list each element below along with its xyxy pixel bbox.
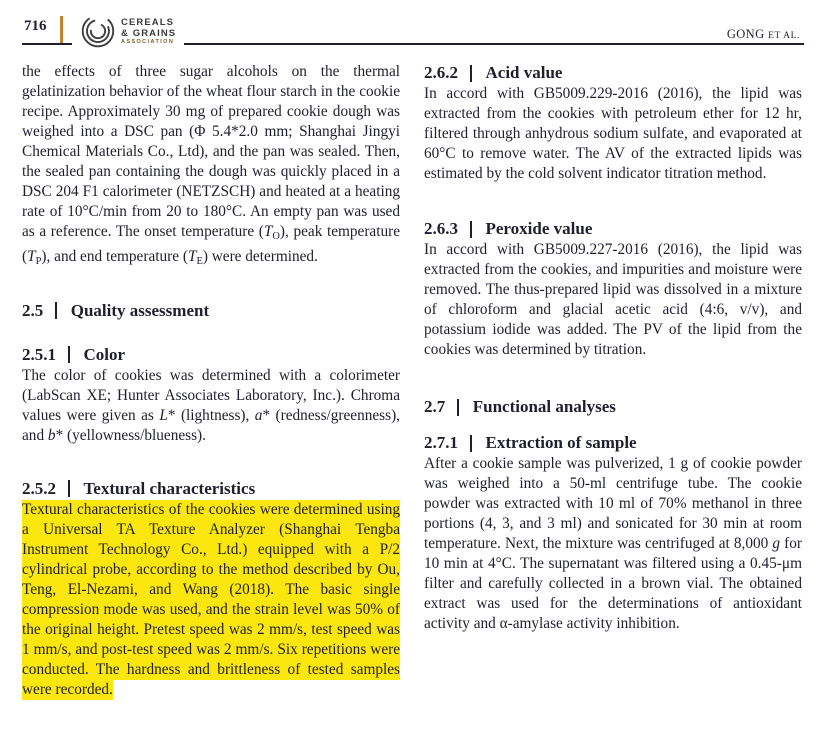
heading-number: 2.7.1: [424, 433, 458, 452]
highlighted-text: Textural characteristics of the cookies were determined using a Universal TA Texture Analyzer (Shanghai Tengba Instrument Technology Co., Ltd.) equipped with a P/2 cylindrical probe, according to the method described by Ou, Teng, El-Nezami, and Wang (2018). The basic single compression mode was used, and the strain level was 50% of the original height. Pretest speed was 2 mm/s, test speed was 1 mm/s, and post-test speed was 2 mm/s. Six repetitions were conducted. The hardness and brittleness of tested samples were recorded.: [22, 500, 400, 698]
logo-line-2: & GRAINS: [121, 28, 177, 40]
heading-separator: [457, 399, 459, 416]
text-segment: b: [47, 426, 56, 444]
right-column: [424, 62, 802, 700]
text-segment: g: [772, 535, 781, 552]
paragraph-extraction-of-sample: [424, 454, 802, 634]
text-segment: * (yellowness/blueness).: [55, 426, 206, 444]
publisher-logo: [72, 11, 184, 53]
text-segment: P: [35, 255, 42, 267]
text-segment: * (lightness),: [167, 406, 255, 424]
paragraph-dsc-method: [22, 62, 400, 272]
heading-title: Color: [83, 344, 126, 364]
text-segment: for 10 min at 4°C. The supernatant was filtered using a 0.45-μm filter and carefully collected in a brown vial. The obtained extract was used for the determinations of antioxidant activity and α-amylase activity inhibition.: [424, 535, 802, 632]
text-segment: L: [159, 406, 168, 424]
heading-number: 2.5.2: [22, 478, 56, 498]
paragraph-color-method: [22, 366, 400, 446]
page-body: [22, 62, 802, 700]
heading-number: 2.6.3: [424, 219, 458, 238]
text-segment: * (redness/greenness), and: [22, 406, 401, 444]
text-segment: O: [272, 230, 280, 242]
heading-acid-value: [424, 62, 802, 84]
text-segment: The color of cookies was determined with a colorimeter (LabScan XE; Hunter Associates Laboratory, Inc.). Chroma values were given as: [22, 366, 400, 424]
header-accent-bar: [60, 16, 63, 43]
heading-title: Quality assessment: [70, 300, 210, 320]
heading-number: 2.7: [424, 397, 446, 416]
logo-line-3: ASSOCIATION: [121, 39, 175, 46]
paragraph-peroxide-value: In accord with GB5009.227-2016 (2016), the lipid was extracted from the cookies, and impurities and moisture were removed. The thus-prepared lipid was dissolved in a mixture of chloroform and glacial acetic acid (4:6, v/v), and potassium iodide was added. The PV of the lipid from the cookies was determined by titration.: [424, 241, 802, 358]
text-segment: E: [196, 255, 203, 267]
text-segment: T: [27, 247, 36, 265]
heading-title: Acid value: [485, 63, 563, 82]
heading-separator: [68, 346, 70, 363]
text-segment: After a cookie sample was pulverized, 1 g of cookie powder was weighed into a 50-ml centrifuge tube. The cookie powder was extracted with 10 ml of 70% methanol in three portions (4, 3, and 3 ml) and sonicated for 30 min at room temperature. Next, the mixture was centrifuged at 8,000: [424, 455, 802, 552]
heading-number: 2.5: [22, 300, 44, 320]
running-head-etal: ET AL.: [768, 31, 800, 41]
paragraph-acid-value: In accord with GB5009.229-2016 (2016), the lipid was extracted from the cookies with petroleum ether for 12 hr, filtered through anhydrous sodium sulfate, and evaporated at 60°C to remove water. The AV of the extracted lipids was estimated by the cold solvent indicator titration method.: [424, 85, 802, 182]
heading-quality-assessment: [22, 300, 400, 322]
logo-text: [121, 18, 176, 46]
heading-title: Functional analyses: [472, 397, 616, 416]
heading-separator: [470, 435, 472, 452]
heading-separator: [55, 302, 57, 319]
heading-textural-characteristics: [22, 478, 400, 500]
heading-functional-analyses: [424, 396, 802, 418]
heading-extraction-of-sample: [424, 432, 802, 454]
left-column: [22, 62, 400, 700]
page-number: 716: [24, 18, 47, 34]
heading-color: [22, 344, 400, 366]
running-head: [727, 27, 800, 42]
heading-separator: [68, 480, 70, 497]
text-segment: T: [263, 223, 273, 240]
heading-title: Extraction of sample: [485, 433, 637, 452]
logo-line-1: CEREALS: [121, 17, 175, 29]
heading-title: Textural characteristics: [83, 478, 256, 498]
heading-peroxide-value: [424, 218, 802, 240]
cereals-grains-logo-icon: [76, 11, 118, 53]
text-segment: a: [254, 406, 263, 424]
heading-separator: [470, 65, 472, 82]
heading-number: 2.5.1: [22, 344, 56, 364]
heading-title: Peroxide value: [485, 219, 593, 238]
page-header: [0, 0, 824, 58]
running-head-authors: GONG: [726, 27, 765, 41]
heading-separator: [470, 221, 472, 238]
text-segment: ) were determined.: [202, 247, 318, 265]
text-segment: T: [187, 247, 197, 265]
paragraph-textural-highlighted: [22, 500, 400, 700]
heading-number: 2.6.2: [424, 63, 458, 82]
text-segment: ), and end temperature (: [41, 247, 188, 265]
text-segment: the effects of three sugar alcohols on the thermal gelatinization behavior of the wheat flour starch in the cookie recipe. Approximately 30 mg of prepared cookie dough was weighed into a DSC pan (Φ 5.4*2.0 mm; Shanghai Jingyi Chemical Materials Co., Ltd), and the pan was sealed. Then, the sealed pan containing the dough was quickly placed in a DSC 204 F1 calorimeter (NETZSCH) and heated at a heating rate of 10°C/min from 20 to 180°C. An empty pan was used as a reference. The onset temperature (: [22, 63, 400, 240]
text-segment: ), peak temperature (: [22, 223, 400, 265]
